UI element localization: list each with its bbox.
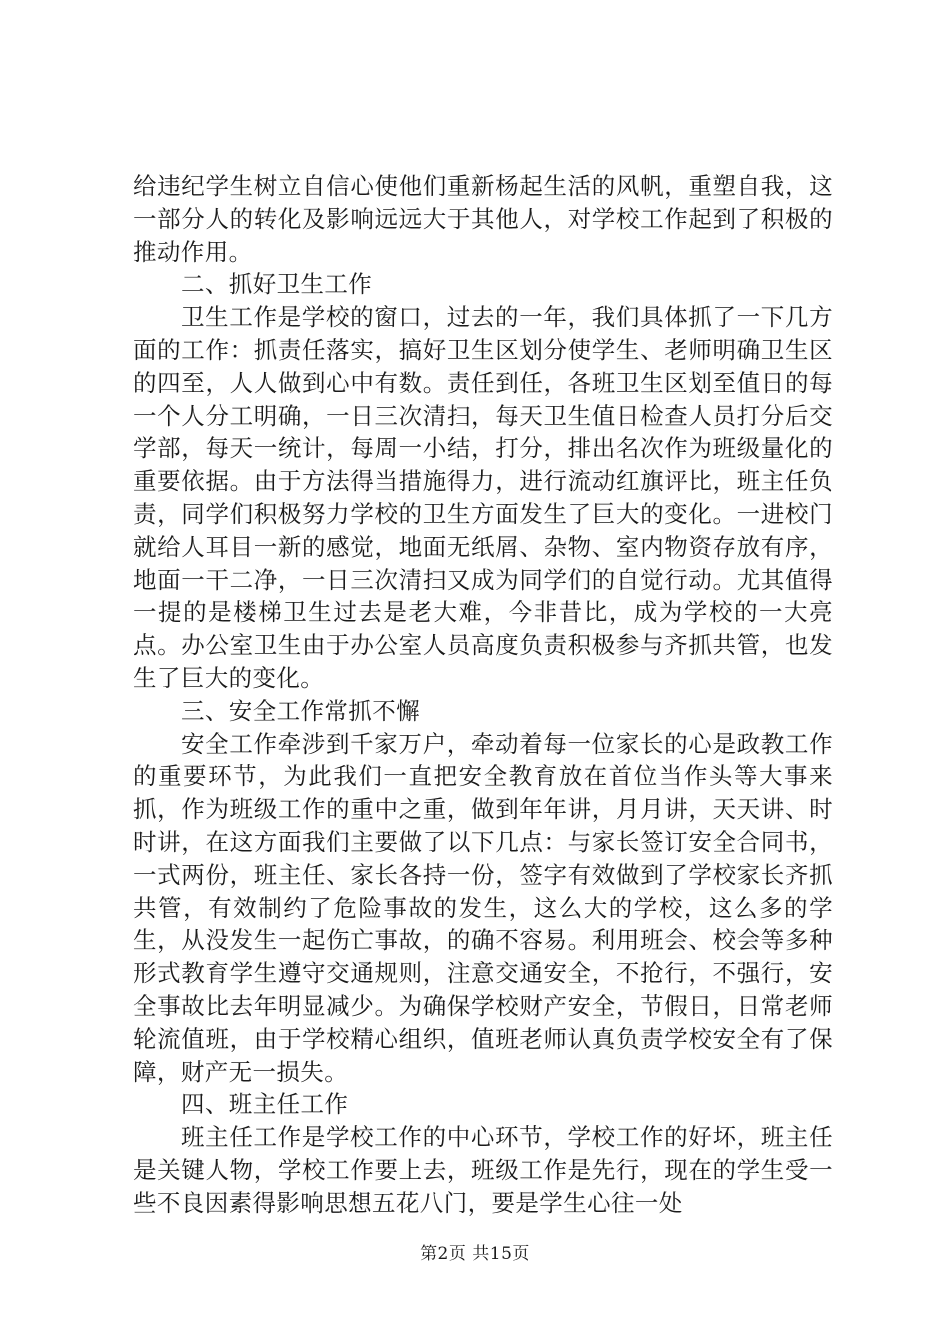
paragraph-continuation: 给违纪学生树立自信心使他们重新杨起生活的风帆，重塑自我，这一部分人的转化及影响远远大于其他人，对学校工作起到了积极的推动作用。 — [133, 172, 833, 266]
paragraph-hygiene: 卫生工作是学校的窗口，过去的一年，我们具体抓了一下几方面的工作：抓责任落实，搞好卫生区划分使学生、老师明确卫生区的四至，人人做到心中有数。责任到任，各班卫生区划至值日的每一个人分工明确，一日三次清扫，每天卫生值日检查人员打分后交学部，每天一统计，每周一小结，打分，排出名次作为班级量化的重要依据。由于方法得当措施得力，进行流动红旗评比，班主任负责，同学们积极努力学校的卫生方面发生了巨大的变化。一进校门就给人耳目一新的感觉，地面无纸屑、杂物、室内物资存放有序，地面一干二净，一日三次清扫又成为同学们的自觉行动。尤其值得一提的是楼梯卫生过去是老大难，今非昔比，成为学校的一大亮点。办公室卫生由于办公室人员高度负责积极参与齐抓共管，也发生了巨大的变化。 — [133, 303, 833, 692]
page-number-footer: 第2页 共15页 — [420, 1244, 530, 1264]
section-heading-safety: 三、安全工作常抓不懈 — [181, 696, 420, 725]
section-heading-hygiene: 二、抓好卫生工作 — [181, 270, 373, 299]
paragraph-safety: 安全工作牵涉到千家万户，牵动着每一位家长的心是政教工作的重要环节，为此我们一直把安全教育放在首位当作头等大事来抓，作为班级工作的重中之重，做到年年讲，月月讲，天天讲、时时讲，在这方面我们主要做了以下几点：与家长签订安全合同书，一式两份，班主任、家长各持一份，签字有效做到了学校家长齐抓共管，有效制约了危险事故的发生，这么大的学校，这么多的学生，从没发生一起伤亡事故，的确不容易。利用班会、校会等多种形式教育学生遵守交通规则，注意交通安全，不抢行，不强行，安全事故比去年明显减少。为确保学校财产安全，节假日，日常老师轮流值班，由于学校精心组织，值班老师认真负责学校安全有了保障，财产无一损失。 — [133, 729, 833, 1086]
document-body — [133, 170, 833, 1220]
paragraph-head-teacher: 班主任工作是学校工作的中心环节，学校工作的好坏，班主任是关键人物，学校工作要上去，班级工作是先行，现在的学生受一些不良因素得影响思想五花八门，要是学生心往一处 — [133, 1123, 833, 1217]
section-heading-head-teacher: 四、班主任工作 — [181, 1090, 349, 1119]
